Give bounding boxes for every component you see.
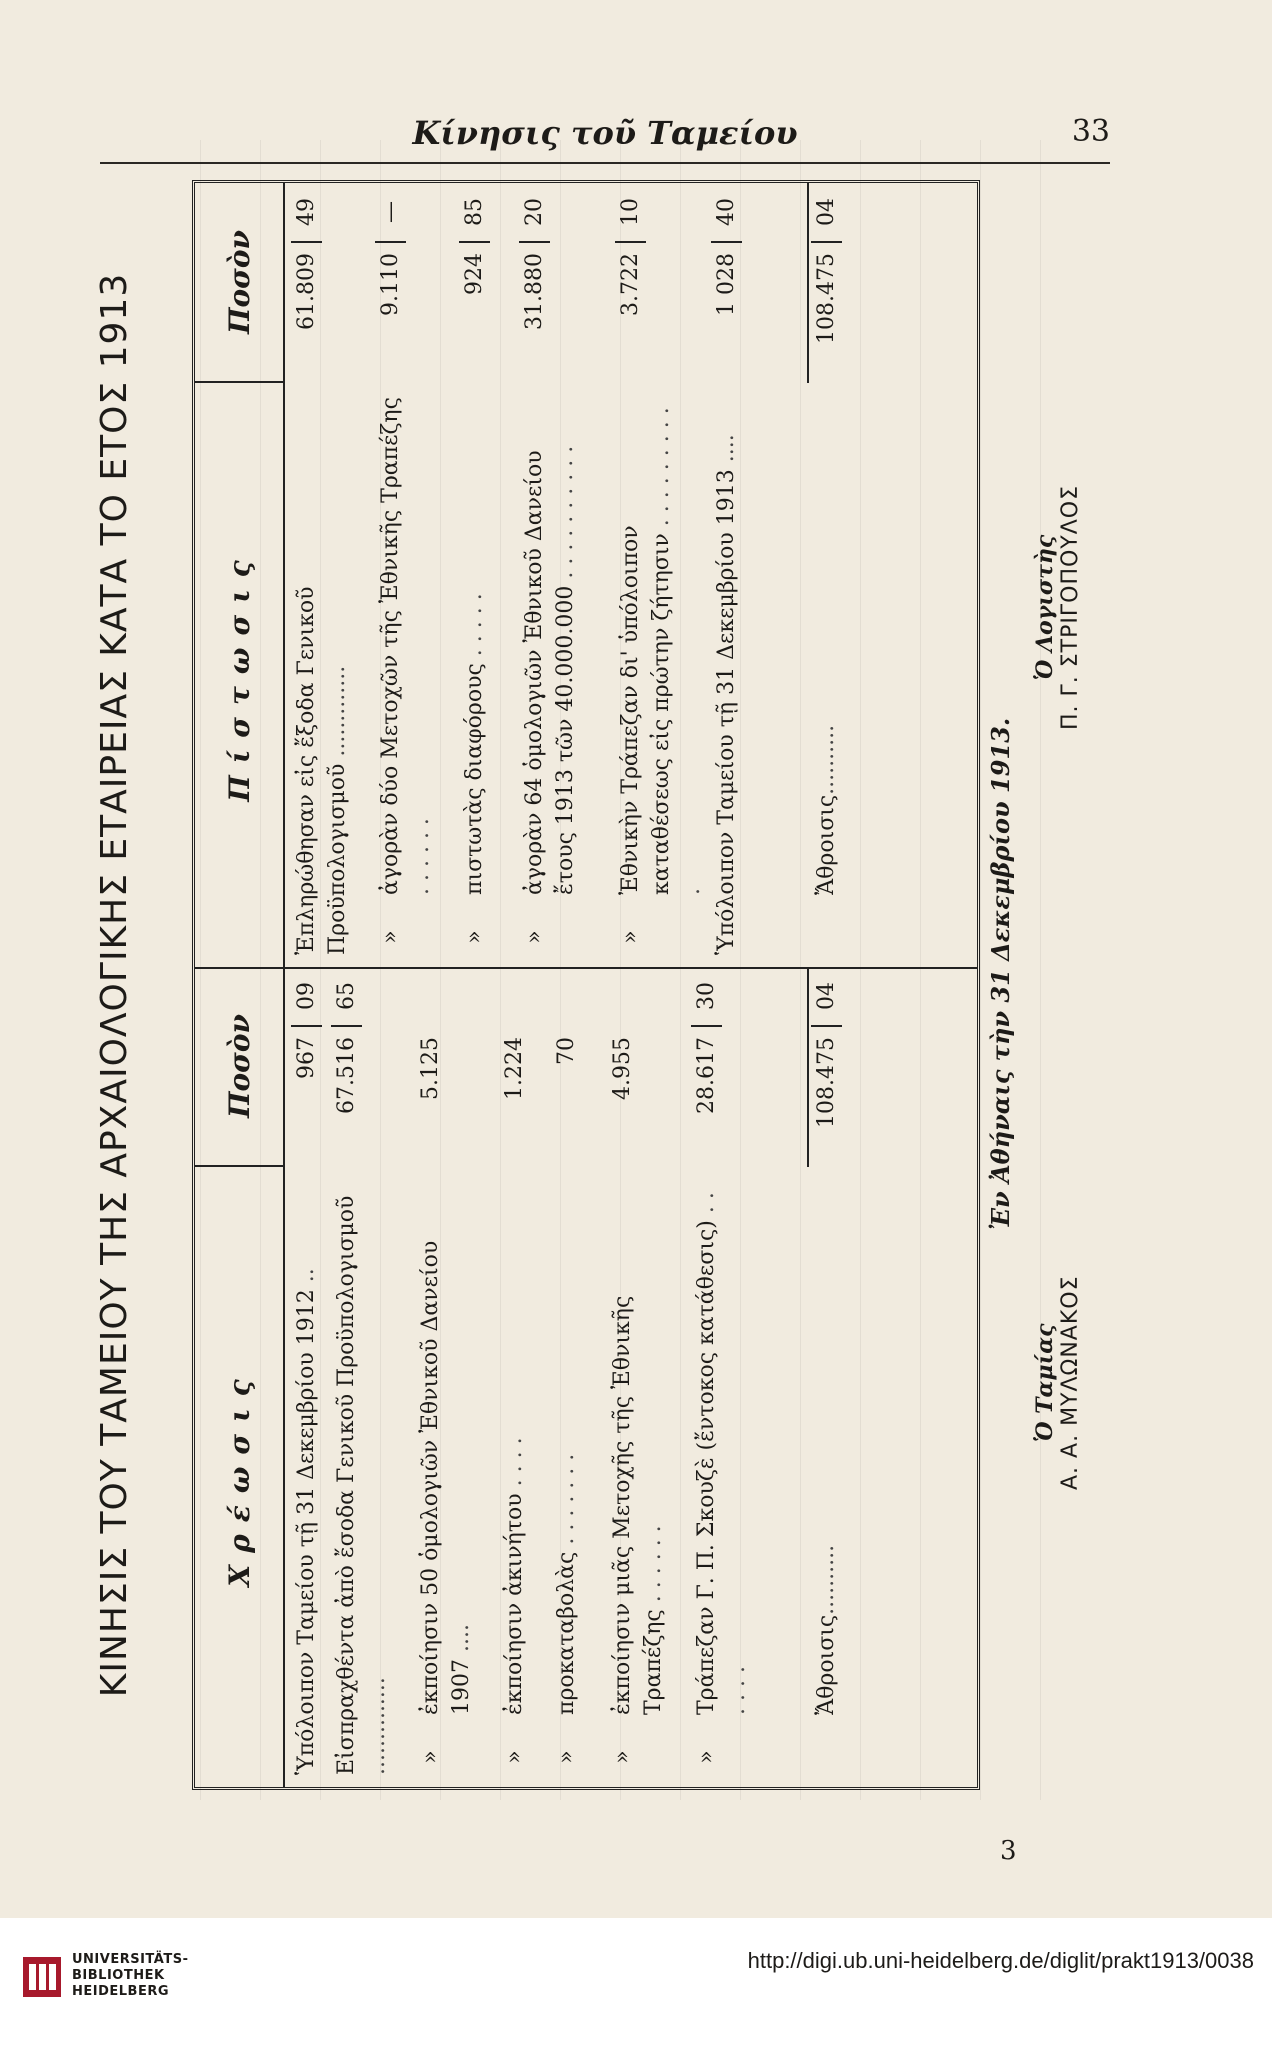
leader-dots: . . . . . . — [409, 818, 434, 895]
logo-line-3: HEIDELBERG — [72, 1984, 170, 1999]
leader-dots: .......... — [814, 724, 839, 795]
sum-rule — [807, 967, 809, 1167]
leader-dots: . . . . . . — [641, 1525, 666, 1603]
row-amount: 924 — [462, 253, 487, 295]
table-heading: ΚΙΝΗΣΙΣ ΤΟΥ ΤΑΜΕΙΟΥ ΤΗΣ ΑΡΧΑΙΟΛΟΓΙΚΗΣ ΕΤΑΙΡΕΙΑΣ ΚΑΤΑ ΤΟ ΕΤΟΣ 1913 — [94, 272, 135, 1698]
treasurer-name: Α. Α. ΜΥΛΩΝΑΚΟΣ — [1058, 1275, 1083, 1490]
accountant-name: Π. Γ. ΣΤΡΙΓΟΠΟΥΛΟΣ — [1058, 484, 1083, 730]
ditto-mark: » — [418, 1750, 443, 1764]
row-amount: 28.617 — [694, 1037, 719, 1114]
row-description — [291, 1187, 322, 1787]
row-cents: 40 — [711, 183, 742, 243]
row-text: Ὑπόλοιπον Ταμείου τῇ 31 Δεκεμβρίου 1913 — [714, 469, 739, 955]
folio-signature-mark: 3 — [1000, 1836, 1017, 1866]
row-description — [331, 1187, 393, 1787]
debit-total-row — [811, 969, 842, 1787]
row-description — [291, 397, 353, 967]
total-label-cell — [811, 397, 842, 907]
row-text: Ἐπληρώθησαν εἰς ἔξοδα Γενικοῦ Προϋπολογισμοῦ — [294, 586, 350, 955]
leader-dots: . . . . — [502, 1437, 527, 1487]
row-cents: 65 — [331, 967, 362, 1027]
row-text: ἐκποίησιν μιᾶς Μετοχῆς τῆς Ἐθνικῆς Τραπέζης — [610, 1295, 666, 1715]
sum-rule — [807, 183, 809, 383]
logo-line-1: UNIVERSITÄTS- — [72, 1952, 189, 1967]
debit-side — [195, 967, 977, 1787]
credit-row — [519, 183, 615, 967]
row-description — [499, 1187, 530, 1727]
row-description — [459, 397, 490, 907]
leader-dots: . . . . . . . — [554, 1453, 579, 1545]
leader-dots: . . . . . . . . . . — [553, 445, 578, 579]
rotated-table-region — [80, 180, 1083, 1790]
ditto-mark: » — [502, 1750, 527, 1764]
leader-dots: . . . . . . — [694, 1192, 750, 1715]
row-description — [415, 1187, 477, 1727]
digitization-footer — [0, 1918, 1272, 2071]
credit-side — [195, 183, 977, 967]
leader-dots: . . . . . — [462, 593, 487, 657]
signature-area — [986, 180, 1083, 1790]
ditto-mark: » — [462, 930, 487, 944]
credit-row — [291, 183, 375, 967]
source-url[interactable]: http://digi.ub.uni-heidelberg.de/diglit/prakt1913/0038 — [747, 1948, 1254, 1973]
page-number: 33 — [1071, 114, 1110, 149]
total-cents: 04 — [811, 183, 842, 243]
leader-dots: .... — [449, 1624, 474, 1652]
row-description — [607, 1187, 669, 1727]
row-cents: 30 — [691, 967, 722, 1027]
credit-row — [711, 183, 759, 967]
debit-row — [551, 969, 607, 1787]
ditto-mark: » — [378, 930, 403, 944]
total-label: Ἄθροισις — [814, 1614, 839, 1715]
row-amount: 3.722 — [618, 253, 643, 316]
row-cents: 10 — [615, 183, 646, 243]
row-cents: 20 — [519, 183, 550, 243]
leader-dots: ............. — [325, 665, 350, 757]
row-text: ἀγορὰν δύο Μετοχῶν τῆς Ἐθνικῆς Τραπέζης — [378, 397, 403, 895]
row-text: Εἰσπραχθέντα ἀπὸ ἔσοδα Γενικοῦ Προϋπολογισμοῦ — [334, 1195, 359, 1775]
leader-dots: .............. — [365, 1677, 390, 1775]
total-cents: 04 — [811, 967, 842, 1027]
debit-amount-title: Ποσὸν — [195, 967, 285, 1167]
debit-row — [607, 969, 691, 1787]
row-amount: 1 028 — [714, 253, 739, 316]
row-amount: 61.809 — [294, 253, 319, 330]
row-description — [691, 1187, 753, 1727]
ditto-mark: » — [522, 930, 547, 944]
accountant-role: Ὁ Λογιστὴς — [1032, 534, 1058, 681]
debit-row — [331, 969, 415, 1787]
total-amount: 108.475 — [814, 1037, 839, 1128]
place-date: Ἐν Ἀθήναις τὴν 31 Δεκεμβρίου 1913. — [986, 717, 1015, 1230]
row-text: Ὑπόλοιπον Ταμείου τῇ 31 Δεκεμβρίου 1912 — [294, 1289, 319, 1775]
library-logo-text — [72, 1952, 188, 2000]
credit-row — [615, 183, 711, 967]
debit-row — [691, 969, 775, 1787]
logo-line-2: BIBLIOTHEK — [72, 1968, 165, 1983]
total-amount: 108.475 — [814, 253, 839, 344]
debit-row — [415, 969, 499, 1787]
total-label: Ἄθροισις — [814, 794, 839, 895]
row-amount: 4.955 — [610, 1037, 635, 1100]
running-head — [100, 100, 1110, 164]
row-amount: 9.110 — [378, 253, 403, 316]
credit-rows — [291, 183, 839, 967]
cash-movement-table — [80, 180, 1083, 1790]
debit-column-title: Χρέωσις — [195, 1167, 285, 1787]
row-amount: 1.224 — [502, 1037, 527, 1100]
row-text: προκαταβολὰς — [554, 1551, 579, 1715]
row-amount: 31.880 — [522, 253, 547, 330]
debit-rows — [291, 969, 839, 1787]
row-amount: 70 — [554, 1037, 579, 1065]
treasurer-signature — [1032, 1275, 1083, 1490]
leader-dots: .... — [714, 434, 739, 463]
row-text: ἀγορὰν 64 ὁμολογιῶν Ἐθνικοῦ Δανείου ἔτους 1913 τῶν 40.000.000 — [522, 450, 578, 895]
row-description — [551, 1187, 582, 1727]
row-description — [711, 397, 742, 967]
row-text: Τράπεζαν Γ. Π. Σκουζὲ (ἔντοκος κατάθεσις) — [694, 1220, 719, 1715]
leader-dots: .......... — [814, 1544, 839, 1615]
row-text: ἐκποίησιν 50 ὁμολογιῶν Ἐθνικοῦ Δανείου 1907 — [418, 1240, 474, 1715]
row-description — [519, 397, 581, 907]
ditto-mark: » — [610, 1750, 635, 1764]
row-cents: 09 — [291, 967, 322, 1027]
credit-column-title: Πίστωσις — [195, 383, 285, 967]
debit-row — [291, 969, 331, 1787]
ditto-mark: » — [618, 930, 643, 944]
credit-row — [459, 183, 519, 967]
row-description — [375, 397, 437, 907]
row-text: Ἐθνικὴν Τράπεζαν δι' ὑπόλοιπον καταθέσεως εἰς πρώτην ζήτησιν — [618, 525, 674, 895]
ditto-mark: » — [694, 1750, 719, 1764]
leader-dots: .. — [294, 1268, 319, 1283]
row-text: ἐκποίησιν ἀκινήτου — [502, 1493, 527, 1715]
library-logo-icon — [22, 1956, 62, 1998]
row-cents: 85 — [459, 183, 490, 243]
treasurer-role: Ὁ Ταμίας — [1032, 1323, 1058, 1443]
leader-dots: . . . . . . . . . . — [649, 407, 705, 895]
row-cents: — — [375, 183, 406, 243]
debit-row — [499, 969, 551, 1787]
credit-total-row — [811, 183, 842, 967]
running-title: Κίνησις τοῦ Ταμείου — [412, 114, 798, 152]
row-amount: 5.125 — [418, 1037, 443, 1100]
row-cents: 49 — [291, 183, 322, 243]
row-description — [615, 397, 708, 907]
accountant-signature — [1032, 485, 1083, 730]
row-amount: 967 — [294, 1037, 319, 1079]
credit-amount-title: Ποσὸν — [195, 183, 285, 383]
row-amount: 67.516 — [334, 1037, 359, 1114]
total-label-cell — [811, 1187, 842, 1727]
credit-row — [375, 183, 459, 967]
row-text: πιστωτὰς διαφόρους — [462, 663, 487, 895]
ditto-mark: » — [554, 1750, 579, 1764]
ledger-frame — [192, 180, 980, 1790]
